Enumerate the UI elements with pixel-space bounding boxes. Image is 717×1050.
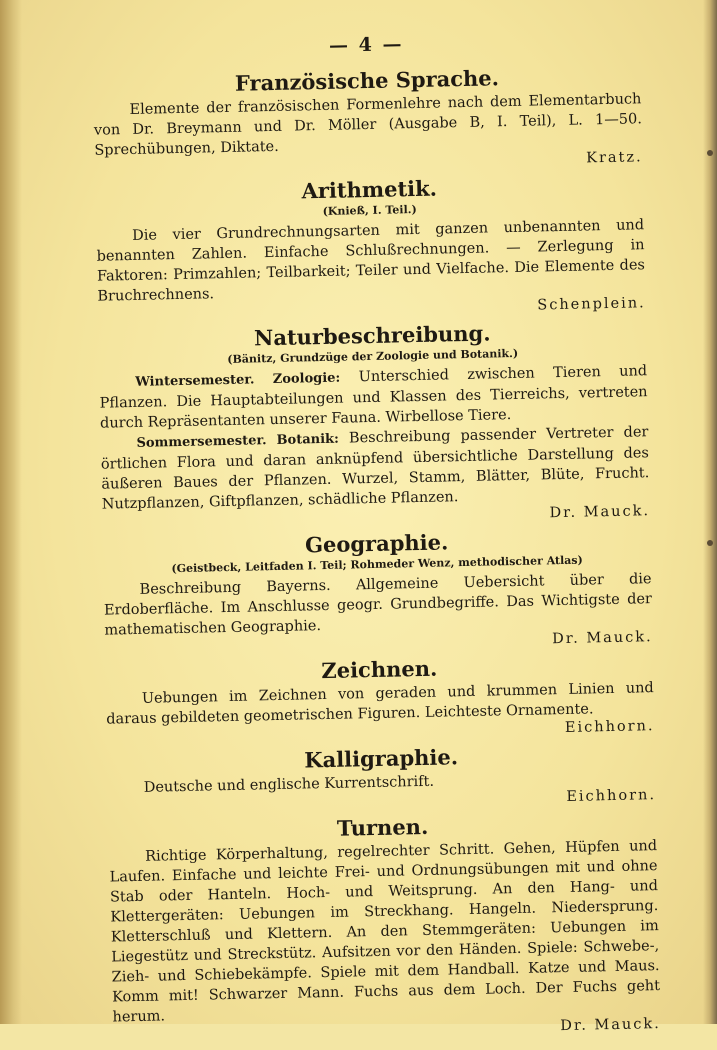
teacher-signature: Eichhorn. xyxy=(564,718,655,736)
section-turnen xyxy=(108,809,661,1043)
page-left-edge xyxy=(0,0,22,1024)
section-heading: Naturbeschreibung. xyxy=(253,320,491,351)
textbook-reference: (Geistbeck, Leitfaden I. Teil; Rohmeder Wenz, methodischer Atlas) xyxy=(171,553,583,576)
section-heading: Zeichnen. xyxy=(321,655,438,684)
section-paragraph: Richtige Körperhaltung, regelrechter Schritt. Gehen, Hüpfen und Laufen. Einfache und leichte Frei- und Ordnungsübungen mit und ohne Stab oder Hanteln. Hoch- und Weitsprung. An den Hang- und Klettergeräten: Uebungen im Streckhang. Hangeln. Niedersprung. Kletterschluß und Klettern. An den Stemmgeräten: Uebungen im Liegestütz und Streckstütz. Aufsitzen vor den Händen. Spiele: Schwebe-, Zieh- und Schiebekämpfe. Spiele mit dem Handball. Katze und Maus. Komm mit! Schwarzer Mann. Fuchs aus dem Loch. Der Fuchs geht herum. xyxy=(109,838,661,1026)
section-heading: Arithmetik. xyxy=(301,175,438,204)
section-kalligraphie xyxy=(107,740,656,814)
page-content xyxy=(92,28,661,1049)
section-heading: Geographie. xyxy=(304,529,449,558)
section-paragraph: Beschreibung Bayerns. Allgemeine Uebersicht über die Erdoberfläche. Im Anschlusse geogr. Grundbegriffe. Das Wichtigste der mathematischen Geographie. xyxy=(103,571,653,639)
section-heading: Turnen. xyxy=(336,813,429,841)
textbook-reference: (Bänitz, Grundzüge der Zoologie und Botanik.) xyxy=(227,346,519,366)
teacher-signature: Dr. Mauck. xyxy=(552,629,653,648)
section-heading: Kalligraphie. xyxy=(304,744,459,773)
winter-semester-label: Wintersemester. Zoologie: xyxy=(135,370,341,390)
section-paragraph: Uebungen im Zeichnen von geraden und krummen Linien und daraus gebildeten geometrischen Figuren. Leichteste Ornamente. xyxy=(106,680,654,728)
teacher-signature: Dr. Mauck. xyxy=(560,1016,661,1035)
section-paragraph: Deutsche und englische Kurrentschrift. xyxy=(143,773,435,796)
teacher-signature: Kratz. xyxy=(586,149,643,167)
teacher-signature: Eichhorn. xyxy=(566,787,657,805)
summer-semester-label: Sommersemester. Botanik: xyxy=(136,431,340,451)
binding-hole xyxy=(707,150,713,156)
section-naturbeschreibung xyxy=(98,317,650,530)
winter-semester-paragraph xyxy=(99,361,648,433)
page-number: — 4 — xyxy=(328,33,404,57)
summer-semester-paragraph xyxy=(100,422,650,514)
textbook-reference: (Knieß, I. Teil.) xyxy=(322,202,417,218)
section-paragraph: Elemente der französischen Formenlehre nach dem Elementarbuch von Dr. Breymann und Dr. Möller (Ausgabe B, I. Teil), L. 1—50. Sprechübungen, Diktate. xyxy=(93,91,643,159)
teacher-signature: Schenplein. xyxy=(537,295,646,314)
section-franzoesisch xyxy=(93,62,643,176)
section-zeichnen xyxy=(105,651,655,745)
section-paragraph: Die vier Grundrechnungsarten mit ganzen unbenannten und benannten Zahlen. Einfache Schlußrechnungen. — Zerlegung in Faktoren: Primzahlen; Teilbarkeit; Teiler und Vielfache. Die Elemente des Bruchrechnens. xyxy=(96,217,646,305)
section-heading: Französische Sprache. xyxy=(234,65,500,96)
section-arithmetik xyxy=(95,171,646,322)
summer-semester-text: Beschreibung passender Vertreter der örtlichen Flora und daran anknüpfend übersichtliche Darstellung des äußeren Baues der Pflanzen. Wurzel, Stamm, Blätter, Blüte, Frucht. Nutzpflanzen, Giftpflanzen, schädliche Pflanzen. xyxy=(100,424,650,513)
winter-semester-text: Unterschied zwischen Tieren und Pflanzen. Die Hauptabteilungen und Klassen des Tierreichs, vertreten durch Repräsentanten unserer Fauna. Wirbellose Tiere. xyxy=(99,363,648,432)
binding-hole xyxy=(707,540,713,546)
teacher-signature: Dr. Mauck. xyxy=(549,503,651,522)
section-geographie xyxy=(102,525,652,656)
